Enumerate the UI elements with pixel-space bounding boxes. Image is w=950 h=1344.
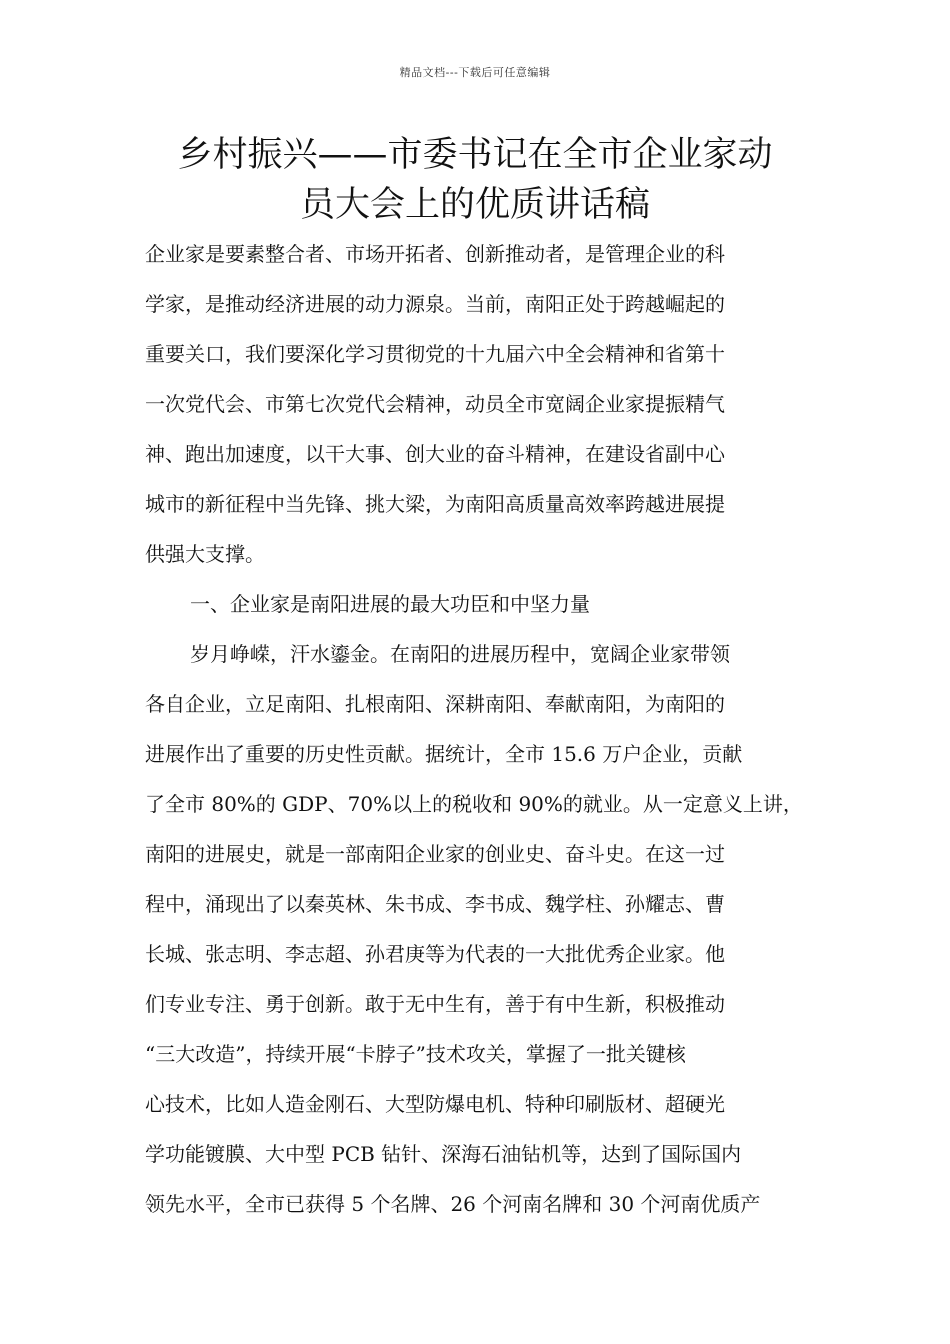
paragraph-line: 企业家是要素整合者、市场开拓者、创新推动者，是管理企业的科 xyxy=(145,242,725,266)
paragraph-line: 城市的新征程中当先锋、挑大梁，为南阳高质量高效率跨越进展提 xyxy=(145,492,725,516)
document-body xyxy=(145,229,810,1229)
paragraph-line: 程中，涌现出了以秦英林、朱书成、李书成、魏学柱、孙耀志、曹 xyxy=(145,892,725,916)
header-note: 精品文档---下载后可任意编辑 xyxy=(399,66,551,79)
paragraph-line: 长城、张志明、李志超、孙君庚等为代表的一大批优秀企业家。他 xyxy=(145,942,725,966)
paragraph-line: 们专业专注、勇于创新。敢于无中生有，善于有中生新，积极推动 xyxy=(145,992,725,1016)
title-line: 乡村振兴——市委书记在全市企业家动 xyxy=(177,135,773,175)
paragraph-line: 南阳的进展史，就是一部南阳企业家的创业史、奋斗史。在这一过 xyxy=(145,842,725,866)
paragraph-line: 重要关口，我们要深化学习贯彻党的十九届六中全会精神和省第十 xyxy=(145,342,725,366)
paragraph-line: 心技术，比如人造金刚石、大型防爆电机、特种印刷版材、超硬光 xyxy=(145,1092,725,1116)
paragraph-line: 学功能镀膜、大中型 PCB 钻针、深海石油钻机等，达到了国际国内 xyxy=(145,1142,742,1166)
paragraph-line: 进展作出了重要的历史性贡献。据统计，全市 15.6 万户企业，贡献 xyxy=(145,742,743,766)
paragraph-line: “三大改造”，持续开展“卡脖子”技术攻关，掌握了一批关键核 xyxy=(145,1042,686,1066)
paragraph-line: 领先水平，全市已获得 5 个名牌、26 个河南名牌和 30 个河南优质产 xyxy=(145,1192,761,1216)
paragraph-line: 学家，是推动经济进展的动力源泉。当前，南阳正处于跨越崛起的 xyxy=(145,292,725,316)
paragraph-line: 神、跑出加速度，以干大事、创大业的奋斗精神，在建设省副中心 xyxy=(145,442,725,466)
paragraph-line: 一次党代会、市第七次党代会精神，动员全市宽阔企业家提振精气 xyxy=(145,392,725,416)
title-line: 员大会上的优质讲话稿 xyxy=(299,185,650,225)
paragraph-line: 供强大支撑。 xyxy=(145,542,265,566)
section-heading: 一、企业家是南阳进展的最大功臣和中坚力量 xyxy=(190,592,590,616)
document-title xyxy=(120,130,830,230)
paragraph-line: 岁月峥嵘，汗水鎏金。在南阳的进展历程中，宽阔企业家带领 xyxy=(190,642,730,666)
paragraph-line: 了全市 80%的 GDP、70%以上的税收和 90%的就业。从一定意义上讲， xyxy=(145,792,803,816)
paragraph-line: 各自企业，立足南阳、扎根南阳、深耕南阳、奉献南阳，为南阳的 xyxy=(145,692,725,716)
